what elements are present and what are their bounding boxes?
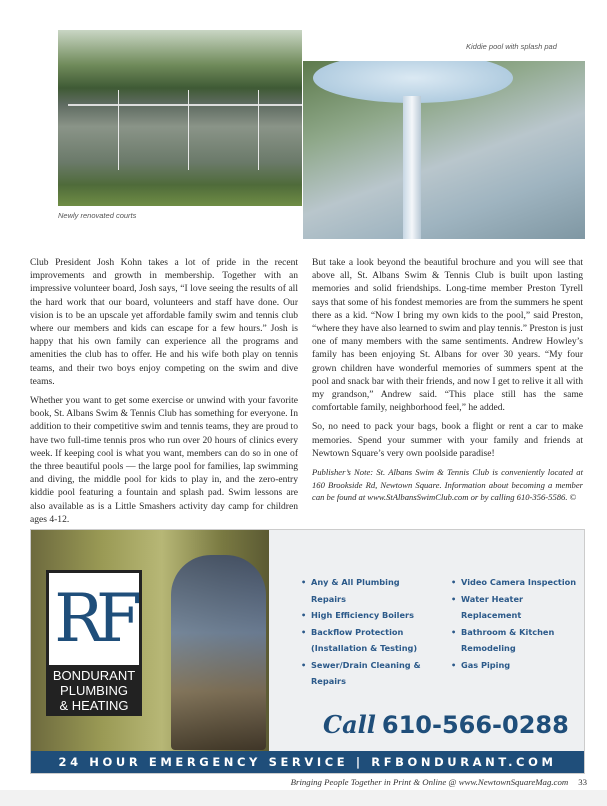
end-mark-icon: © bbox=[569, 492, 577, 503]
courts-caption: Newly renovated courts bbox=[58, 211, 137, 220]
family-photo bbox=[31, 530, 269, 751]
publisher-note: Publisher’s Note: St. Albans Swim & Tennis Club is conveniently located at 160 Brookside Rd, Newtown Square. Information about becoming a member can be found at www.StAlbansSwimClub.com or by calling 610-356-5586. © bbox=[312, 467, 583, 503]
article-column-right bbox=[312, 256, 583, 510]
service-item: • Backflow Protection (Installation & Testing) bbox=[301, 624, 436, 657]
article-column-left bbox=[30, 256, 298, 532]
page-footer: Bringing People Together in Print & Online @ www.NewtownSquareMag.com 33 bbox=[290, 777, 587, 787]
services-list bbox=[301, 574, 436, 690]
services-list bbox=[451, 574, 586, 673]
emergency-service-banner[interactable]: 24 HOUR EMERGENCY SERVICE | RFBONDURANT.COM bbox=[31, 751, 584, 773]
tennis-courts-photo bbox=[58, 30, 302, 206]
phone-number[interactable]: 610-566-0288 bbox=[381, 711, 569, 739]
kiddie-pool-photo bbox=[302, 60, 586, 240]
service-item: • Sewer/Drain Cleaning & Repairs bbox=[301, 657, 436, 690]
page-edge bbox=[0, 790, 607, 806]
service-item: • Water Heater Replacement bbox=[451, 591, 586, 624]
article-paragraph: Whether you want to get some exercise or unwind with your favorite book, St. Albans Swim & Tennis Club has something for everyone. In addition to their competitive swim and tennis teams, they are proud to have two full-time tennis pros who run over 20 hours of clinics every week. If keeping cool is what you want, members can do so in one of the three beautiful pools — the large pool for families, lap swimming and diving, the middle pool for kids to play in, and the zero-entry kiddie pool featuring a fountain and splash pad. Swim lessons are also available as is a Little Smashers activity day camp for children ages 4-12. bbox=[30, 395, 298, 525]
service-item: • High Efficiency Boilers bbox=[301, 607, 436, 624]
pool-caption: Kiddie pool with splash pad bbox=[466, 42, 557, 51]
call-phone[interactable]: Call 610-566-0288 bbox=[323, 710, 569, 739]
page-number: 33 bbox=[578, 777, 587, 787]
service-item: • Video Camera Inspection bbox=[451, 574, 586, 591]
bondurant-advertisement[interactable] bbox=[30, 529, 585, 774]
service-item: • Bathroom & Kitchen Remodeling bbox=[451, 624, 586, 657]
service-item: • Gas Piping bbox=[451, 657, 586, 674]
rf-bondurant-logo: RF BONDURANT PLUMBING & HEATING bbox=[46, 570, 142, 716]
article-paragraph: But take a look beyond the beautiful brochure and you will see that above all, St. Albans Swim & Tennis Club is built upon lasting memories and solid friendships. Long-time member Preston Tyrell says that some of his fondest memories are from the summers he spent there as a kid. “Now I bring my own kids to the pool,” said Preston, “where they have also learned to swim and play tennis.” Preston is just one of many members with the same sentiments. Andrew Howley’s family has been enjoying St. Albans for over 30 years. “My four grown children have wonderful memories of summers spent at the pool and snack bar with their friends, and now I get to relive it all with my grandson,” Andrew said. “This place still has the same comfortable family, neighborhood feel,” he added. bbox=[312, 257, 583, 414]
service-item: • Any & All Plumbing Repairs bbox=[301, 574, 436, 607]
article-paragraph: Club President Josh Kohn takes a lot of pride in the recent improvements and growth in membership. Together with an impressive volunteer board, Josh says, “I love seeing the results of all the hard work that our board, volunteers and staff have done. Our vision is to be an upscale yet affordable family swim and tennis club where our members and kids can escape for a few hours.” Josh is happy that his own family can experience all the programs and amenities the club has to offer. He and his wife both play on tennis teams, and their two boys enjoy competing on the swim and dive teams. bbox=[30, 257, 298, 387]
article-paragraph: So, no need to pack your bags, book a flight or rent a car to make memories. Spend your summer with your family and friends at Newtown Square’s very own poolside paradise! bbox=[312, 421, 583, 459]
